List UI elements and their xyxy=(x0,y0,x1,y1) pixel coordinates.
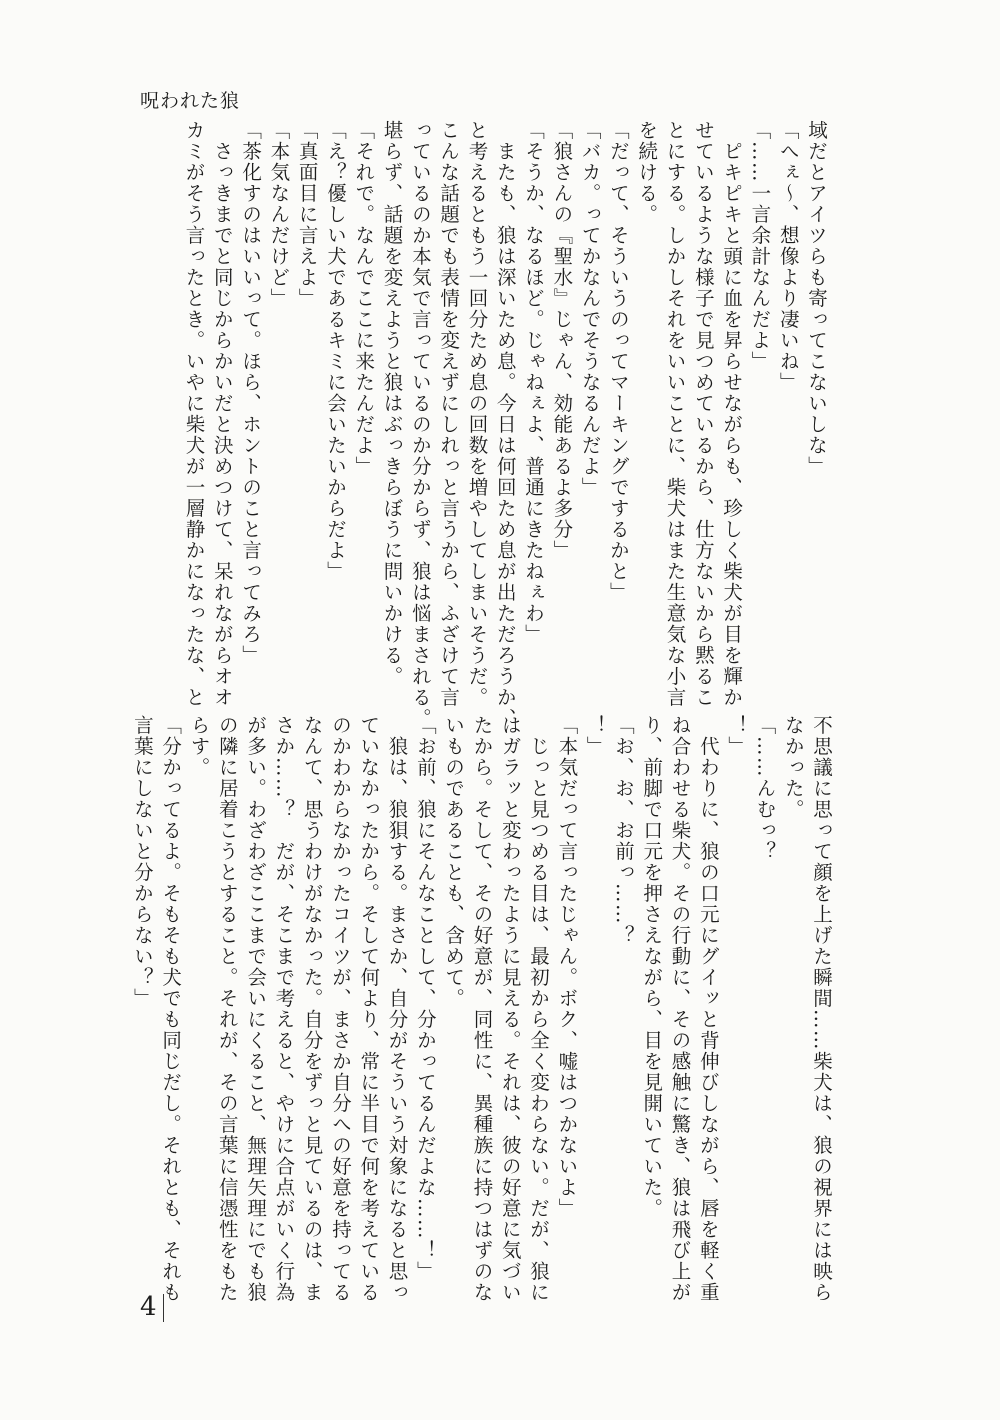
text-column: 域だとアイツらも寄ってこないしな」 xyxy=(805,120,828,477)
text-column: カミがそう言ったとき。いやに柴犬が一層静かになったな、と xyxy=(182,120,206,708)
text-column: 「真面目に言えよ」 xyxy=(295,120,319,309)
text-column: 「それで。なんでここに来たんだよ」 xyxy=(352,120,376,477)
text-column: 「本気だって言ったじゃん。ボク、嘘はつかないよ」 xyxy=(555,715,579,1219)
text-column: ていなかったから。そして何より、常に半目で何を考えている xyxy=(357,715,381,1303)
text-column: ！」 xyxy=(725,715,749,757)
text-column: 「バカ。ってかなんでそうなるんだよ」 xyxy=(578,120,602,498)
text-column: のかわからなかったコイツが、まさか自分への好意を持ってる xyxy=(328,715,352,1303)
upper-text-block xyxy=(140,120,830,729)
text-column: たから。そして、その好意が、同性に、異種族に持つはずのな xyxy=(470,715,494,1303)
text-column: じっと見つめる目は、最初から全く変わらない。だが、狼に xyxy=(527,715,551,1303)
text-column: ね合わせる柴犬。その行動に、その感触に驚き、狼は飛び上が xyxy=(668,715,692,1303)
text-column: っているのか本気で言っているのか分からず、狼は悩まされる。 xyxy=(408,120,432,729)
text-column: 「そうか、なるほど。じゃねぇよ、普通にきたねぇわ」 xyxy=(522,120,546,645)
text-column: さっきまでと同じからかいだと決めつけて、呆れながらオオ xyxy=(210,120,234,708)
text-column: なんて、思うわけがなかった。自分をずっと見ているのは、ま xyxy=(300,715,324,1303)
text-column: とにする。しかしそれをいいことに、柴犬はまた生意気な小言 xyxy=(663,120,687,708)
text-column: 狼は、狼狽する。まさか、自分がそういう対象になると思っ xyxy=(385,715,409,1303)
text-column: ！」 xyxy=(583,715,607,757)
text-column: が多い。わざわざここまで会いにくること、無理矢理にでも狼 xyxy=(244,715,268,1303)
text-column: 「本気なんだけど」 xyxy=(267,120,291,309)
lower-text-block xyxy=(130,715,835,1303)
running-title: 呪われた狼 xyxy=(140,90,241,112)
text-column: 代わりに、狼の口元にグイッと背伸びしながら、唇を軽く重 xyxy=(696,715,720,1303)
text-column: いものであることも、含めて。 xyxy=(442,715,466,1009)
text-column: こんな話題でも表情を変えずにしれっと言うから、ふざけて言 xyxy=(437,120,461,708)
text-column: 「茶化すのはいいって。ほら、ホントのこと言ってみろ」 xyxy=(239,120,263,666)
text-column: 「へぇ～、想像より凄いね」 xyxy=(776,120,800,393)
text-column: り、前脚で口元を押さえながら、目を見開いていた。 xyxy=(640,715,664,1219)
text-column: らす。 xyxy=(187,715,211,778)
text-column: はガラッと変わったように見える。それは、彼の好意に気づい xyxy=(498,715,522,1303)
text-column: せているような様子で見つめているから、仕方ないから黙るこ xyxy=(691,120,715,708)
page-number: 4 xyxy=(140,1292,157,1322)
text-column: 「え？優しい犬であるキミに会いたいからだよ」 xyxy=(323,120,347,582)
text-column: 「……一言余計なんだよ」 xyxy=(748,120,772,372)
text-column: 「分かってるよ。そもそも犬でも同じだし。それとも、それも xyxy=(159,715,183,1303)
text-column: 「お前、狼にそんなことして、分かってるんだよな……！」 xyxy=(413,715,437,1282)
text-column: 「狼さんの『聖水』じゃん、効能あるよ多分」 xyxy=(550,120,574,561)
text-column: 堪らず、話題を変えようと狼はぶっきらぼうに問いかける。 xyxy=(380,120,404,687)
text-column: 不思議に思って顔を上げた瞬間……柴犬は、狼の視界には映ら xyxy=(810,715,833,1303)
text-column: なかった。 xyxy=(781,715,805,820)
text-column: の隣に居着こうとすること。それが、その言葉に信憑性をもた xyxy=(215,715,239,1303)
text-column: 言葉にしないと分からない？」 xyxy=(130,715,154,1009)
text-column: 「お、お、お前っ……？ xyxy=(611,715,635,946)
text-column: 「だって、そういうのってマーキングでするかと」 xyxy=(606,120,630,603)
text-column: と考えるともう一回分ため息の回数を増やしてしまいそうだ。 xyxy=(465,120,489,708)
text-column: ピキピキと頭に血を昇らせながらも、珍しく柴犬が目を輝か xyxy=(720,120,744,708)
text-column: 「……んむっ？ xyxy=(753,715,777,862)
text-column: またも、狼は深いため息。今日は何回ため息が出ただろうか、 xyxy=(493,120,517,729)
folio-rule xyxy=(163,1294,164,1322)
text-column: を続ける。 xyxy=(635,120,659,225)
text-column: さか……？ だが、そこまで考えると、やけに合点がいく行為 xyxy=(272,715,296,1303)
